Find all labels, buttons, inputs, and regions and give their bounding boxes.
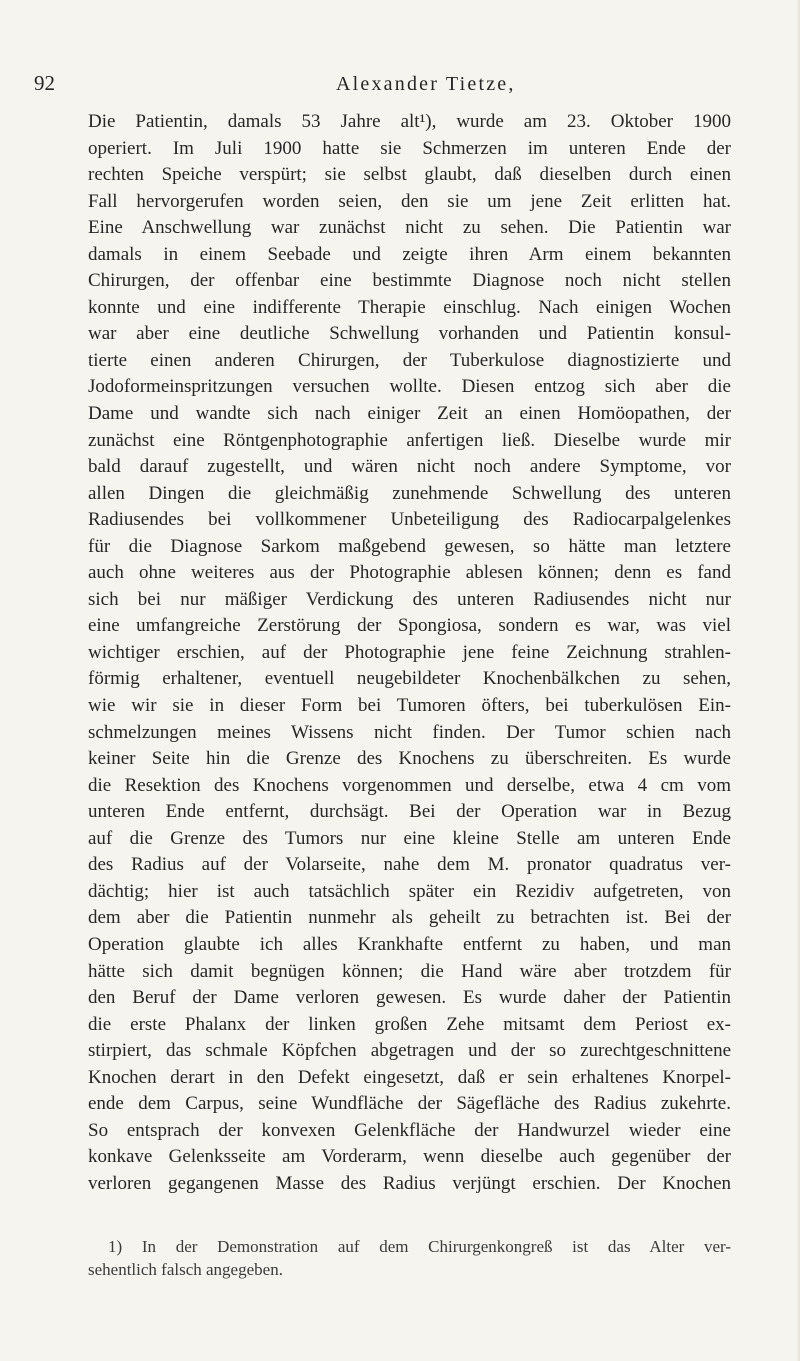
text-line: konkave Gelenksseite am Vorderarm, wenn dieselbe auch gegenüber der [88, 1146, 731, 1168]
text-line: Fall hervorgerufen worden seien, den sie um jene Zeit erlitten hat. [88, 190, 731, 212]
text-line: verloren gegangenen Masse des Radius verjüngt erschien. Der Knochen [88, 1172, 731, 1194]
footnote-line: 1) In der Demonstration auf dem Chirurgenkongreß ist das Alter ver- [108, 1237, 731, 1256]
text-line: Jodoformeinspritzungen versuchen wollte. Diesen entzog sich aber die [88, 376, 731, 398]
text-line: Chirurgen, der offenbar eine bestimmte Diagnose noch nicht stellen [88, 270, 731, 292]
text-line: die Resektion des Knochens vorgenommen und derselbe, etwa 4 cm vom [88, 774, 731, 796]
text-line: eine umfangreiche Zerstörung der Spongiosa, sondern es war, was viel [88, 615, 731, 637]
body-text [88, 109, 731, 1197]
text-line: dem aber die Patientin nunmehr als geheilt zu betrachten ist. Bei der [88, 907, 731, 929]
text-line: konnte und eine indifferente Therapie einschlug. Nach einigen Wochen [88, 296, 731, 318]
text-line: wichtiger erschien, auf der Photographie jene feine Zeichnung strahlen- [88, 641, 731, 663]
text-line: Dame und wandte sich nach einiger Zeit an einen Homöopathen, der [88, 403, 731, 425]
text-line: war aber eine deutliche Schwellung vorhanden und Patientin konsul- [88, 323, 731, 345]
text-line: wie wir sie in dieser Form bei Tumoren öfters, bei tuberkulösen Ein- [88, 695, 731, 717]
page-header [0, 0, 800, 110]
text-line: schmelzungen meines Wissens nicht finden. Der Tumor schien nach [88, 721, 731, 743]
text-line: die erste Phalanx der linken großen Zehe mitsamt dem Periost ex- [88, 1013, 731, 1035]
text-line: auch ohne weiteres aus der Photographie ablesen können; denn es fand [88, 562, 731, 584]
text-line: auf die Grenze des Tumors nur eine kleine Stelle am unteren Ende [88, 827, 731, 849]
footnote [88, 1235, 731, 1281]
text-line: tierte einen anderen Chirurgen, der Tuberkulose diagnostizierte und [88, 349, 731, 371]
text-line: Die Patientin, damals 53 Jahre alt¹), wurde am 23. Oktober 1900 [88, 111, 731, 132]
text-line: unteren Ende entfernt, durchsägt. Bei der Operation war in Bezug [88, 801, 731, 823]
page-number: 92 [34, 71, 55, 95]
text-line: bald darauf zugestellt, und wären nicht noch andere Symptome, vor [88, 456, 731, 478]
text-line: Radiusendes bei vollkommener Unbeteiligung des Radiocarpalgelenkes [88, 509, 731, 531]
text-line: ende dem Carpus, seine Wundfläche der Sägefläche des Radius zukehrte. [88, 1093, 731, 1115]
text-line: Eine Anschwellung war zunächst nicht zu sehen. Die Patientin war [88, 217, 731, 239]
footnote-line: sehentlich falsch angegeben. [88, 1260, 283, 1279]
text-line: So entsprach der konvexen Gelenkfläche der Handwurzel wieder eine [88, 1119, 731, 1141]
text-line: keiner Seite hin die Grenze des Knochens zu überschreiten. Es wurde [88, 748, 731, 770]
text-line: sich bei nur mäßiger Verdickung des unteren Radiusendes nicht nur [88, 588, 731, 610]
page-edge-shadow [796, 0, 800, 1361]
text-line: stirpiert, das schmale Köpfchen abgetragen und der so zurechtgeschnittene [88, 1040, 731, 1062]
text-line: operiert. Im Juli 1900 hatte sie Schmerzen im unteren Ende der [88, 137, 731, 159]
text-line: Knochen derart in den Defekt eingesetzt, daß er sein erhaltenes Knorpel- [88, 1066, 731, 1088]
text-line: damals in einem Seebade und zeigte ihren Arm einem bekannten [88, 243, 731, 265]
text-line: rechten Speiche verspürt; sie selbst glaubt, daß dieselben durch einen [88, 164, 731, 186]
text-line: für die Diagnose Sarkom maßgebend gewesen, so hätte man letztere [88, 535, 731, 557]
text-line: den Beruf der Dame verloren gewesen. Es wurde daher der Patientin [88, 987, 731, 1009]
running-head: Alexander Tietze, [336, 73, 516, 95]
text-line: Operation glaubte ich alles Krankhafte entfernt zu haben, und man [88, 933, 731, 955]
text-line: zunächst eine Röntgenphotographie anfertigen ließ. Dieselbe wurde mir [88, 429, 731, 451]
text-line: förmig erhaltener, eventuell neugebildeter Knochenbälkchen zu sehen, [88, 668, 731, 690]
text-line: des Radius auf der Volarseite, nahe dem M. pronator quadratus ver- [88, 854, 731, 876]
text-line: allen Dingen die gleichmäßig zunehmende Schwellung des unteren [88, 482, 731, 504]
text-line: hätte sich damit begnügen können; die Hand wäre aber trotzdem für [88, 960, 731, 982]
text-line: dächtig; hier ist auch tatsächlich später ein Rezidiv aufgetreten, von [88, 880, 731, 902]
